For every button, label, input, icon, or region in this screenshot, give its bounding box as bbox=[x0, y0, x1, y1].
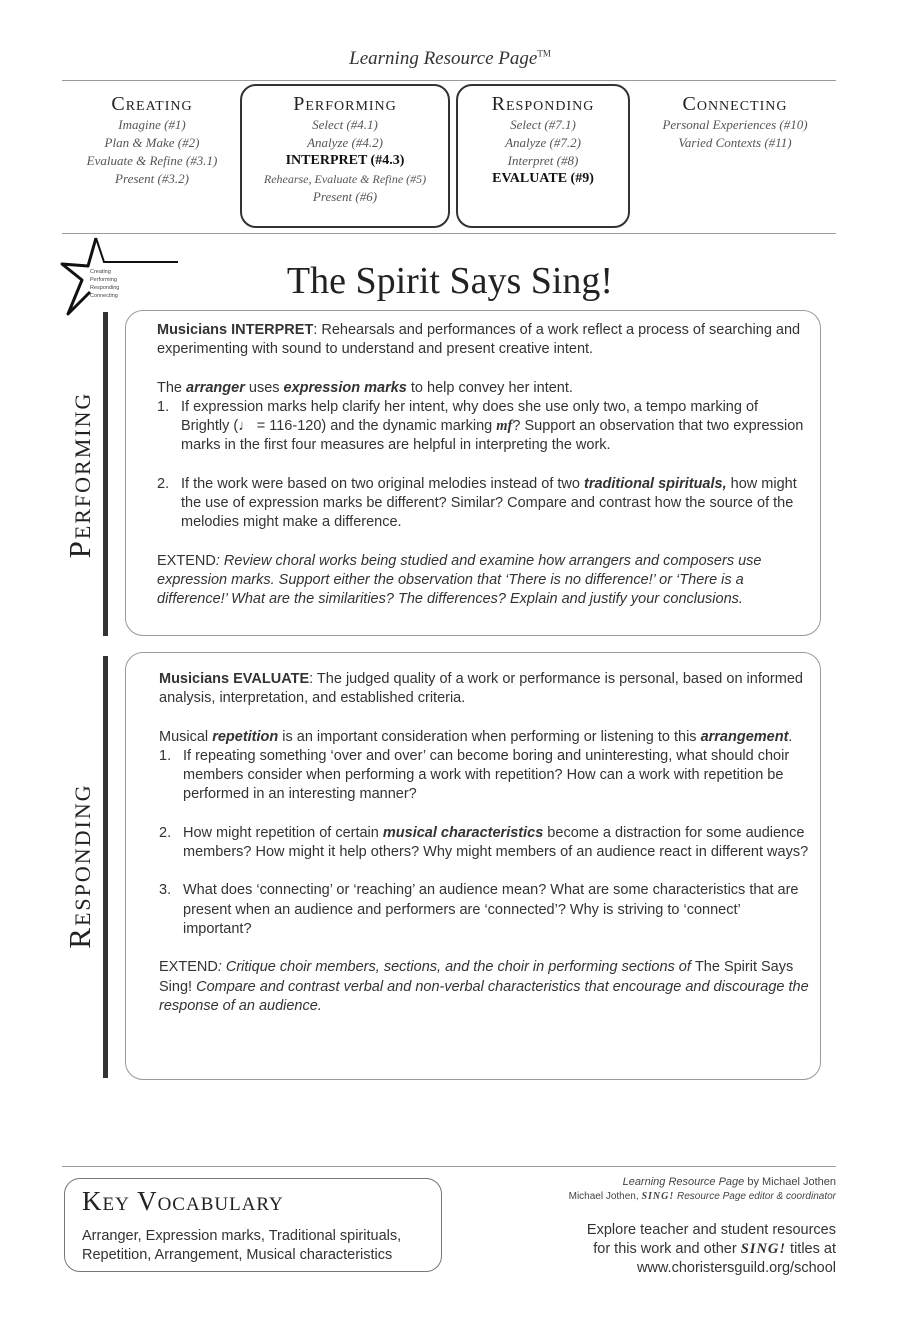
category-item: Select (#7.1) bbox=[510, 117, 576, 132]
category-connecting bbox=[640, 92, 830, 152]
performing-section-label: Performing bbox=[62, 391, 97, 559]
category-item: Imagine (#1) bbox=[118, 117, 186, 132]
category-heading: Creating bbox=[111, 93, 193, 115]
credit-line-2: Michael Jothen, SING! Resource Page editor & coordinator bbox=[568, 1191, 836, 1202]
category-item: Analyze (#7.2) bbox=[505, 135, 581, 150]
responding-content bbox=[159, 670, 809, 1016]
trademark: TM bbox=[537, 48, 551, 59]
website-link[interactable]: www.choristersguild.org/school bbox=[636, 1260, 836, 1276]
category-heading: Connecting bbox=[682, 93, 788, 115]
question-item: 2. If the work were based on two original melodies instead of two traditional spirituals, how might the use of expression marks be different? Similar? Compare and contrast how the source of the melodies might make a difference. bbox=[157, 475, 797, 531]
category-item: Select (#4.1) bbox=[312, 117, 378, 132]
responding-section-label: Responding bbox=[62, 783, 97, 949]
performing-intro bbox=[157, 321, 807, 360]
logo-line: Responding bbox=[90, 285, 120, 291]
responding-extend: EXTEND: Critique choir members, sections, and the choir in performing sections of The Spirit Says Sing! Compare and contrast verbal and non-verbal characteristics that encourage and discourage the response of an audience. bbox=[159, 959, 809, 1014]
footer-divider bbox=[62, 1166, 836, 1167]
category-heading: Responding bbox=[491, 93, 595, 115]
category-responding bbox=[456, 92, 630, 188]
term-traditional-spirituals: traditional spirituals, bbox=[584, 475, 727, 492]
performing-extend: EXTEND: Review choral works being studied and examine how arrangers and composers use expression marks. Support either the observation that ‘There is no difference!’ or ‘There is a difference!’ What are the similarities? The differences? Explain and justify your conclusions. bbox=[157, 552, 762, 608]
term-expression-marks: expression marks bbox=[283, 379, 407, 396]
performing-side-bar bbox=[103, 312, 108, 636]
responding-questions bbox=[159, 747, 809, 939]
header-divider bbox=[62, 80, 836, 81]
category-item-highlight: EVALUATE (#9) bbox=[492, 171, 594, 186]
dynamic-mf-icon: mf bbox=[496, 418, 513, 435]
quarter-note-icon: ♩ bbox=[238, 418, 253, 435]
category-item: Rehearse, Evaluate & Refine (#5) bbox=[263, 172, 427, 186]
category-item: Varied Contexts (#11) bbox=[678, 135, 792, 150]
responding-intro bbox=[159, 670, 809, 709]
header-title-text: Learning Resource Page bbox=[349, 48, 538, 69]
sing-logo: SING! bbox=[641, 1191, 675, 1202]
category-item: Present (#6) bbox=[312, 189, 378, 204]
credit-line-1: Learning Resource Page by Michael Jothen bbox=[622, 1176, 836, 1188]
category-creating bbox=[72, 92, 232, 188]
explore-resources bbox=[587, 1221, 836, 1278]
category-item-highlight: INTERPRET (#4.3) bbox=[285, 153, 405, 168]
intro-text: : Rehearsals and performances of a work reflect a process of searching and experimenting with sound to understand and present creative intent. bbox=[157, 322, 801, 358]
responding-lead: Musical repetition is an important consideration when performing or listening to this arrangement. bbox=[159, 728, 793, 745]
term-musical-characteristics: musical characteristics bbox=[382, 824, 544, 841]
category-performing bbox=[240, 92, 450, 206]
logo-line: Performing bbox=[90, 277, 117, 283]
star-logo-icon bbox=[60, 236, 180, 316]
categories-divider bbox=[62, 233, 836, 234]
key-vocabulary-title: Key Vocabulary bbox=[82, 1186, 284, 1216]
header-title bbox=[0, 48, 900, 70]
category-heading: Performing bbox=[293, 93, 397, 115]
category-item: Present (#3.2) bbox=[115, 171, 189, 186]
category-item: Interpret (#8) bbox=[507, 153, 579, 168]
category-item: Personal Experiences (#10) bbox=[662, 117, 808, 132]
question-item: 1. If repeating something ‘over and over’ can become boring and uninteresting, what should choir members consider when performing a work with repetition? How can a work with repetition be performed in an interesting manner? bbox=[159, 747, 790, 803]
explore-line-2: for this work and other SING! titles at bbox=[593, 1241, 836, 1257]
logo-line: Connecting bbox=[90, 293, 118, 299]
term-arrangement: arrangement bbox=[700, 728, 789, 745]
term-arranger: arranger bbox=[186, 379, 245, 396]
key-vocabulary-terms: Arranger, Expression marks, Traditional spirituals, Repetition, Arrangement, Musical characteristics bbox=[82, 1228, 402, 1263]
category-item: Evaluate & Refine (#3.1) bbox=[86, 153, 218, 168]
question-item: 1. If expression marks help clarify her intent, why does she use only two, a tempo marking of Brightly (♩ = 116-120) and the dynamic marking mf? Support an observation that two expression marks in the first four measures are helpful in interpreting the work. bbox=[157, 398, 804, 454]
performing-content bbox=[157, 321, 807, 610]
logo-line: Creating bbox=[90, 269, 111, 275]
category-item: Plan & Make (#2) bbox=[104, 135, 200, 150]
intro-bold: Musicians EVALUATE bbox=[159, 671, 310, 687]
question-item: 2. How might repetition of certain musical characteristics become a distraction for some audience members? How might it help others? Why might members of an audience react in different ways? bbox=[159, 824, 809, 861]
category-item: Analyze (#4.2) bbox=[307, 135, 383, 150]
intro-text: : The judged quality of a work or performance is personal, based on informed analysis, interpretation, and established criteria. bbox=[159, 671, 803, 707]
intro-bold: Musicians INTERPRET bbox=[157, 322, 314, 338]
page-title: The Spirit Says Sing! bbox=[286, 260, 614, 302]
work-title: The Spirit Says Sing! bbox=[159, 959, 794, 995]
responding-side-bar bbox=[103, 656, 108, 1078]
sing-logo: SING! bbox=[740, 1241, 787, 1257]
performing-lead: The arranger uses expression marks to help convey her intent. bbox=[157, 379, 573, 396]
performing-questions bbox=[157, 398, 807, 533]
term-repetition: repetition bbox=[212, 728, 279, 745]
explore-line-1: Explore teacher and student resources bbox=[586, 1222, 836, 1238]
question-item: 3. What does ‘connecting’ or ‘reaching’ an audience mean? What are some characteristics that are present when an audience and performers are ‘connected’? Why is striving to ‘connect’ important? bbox=[159, 882, 799, 937]
